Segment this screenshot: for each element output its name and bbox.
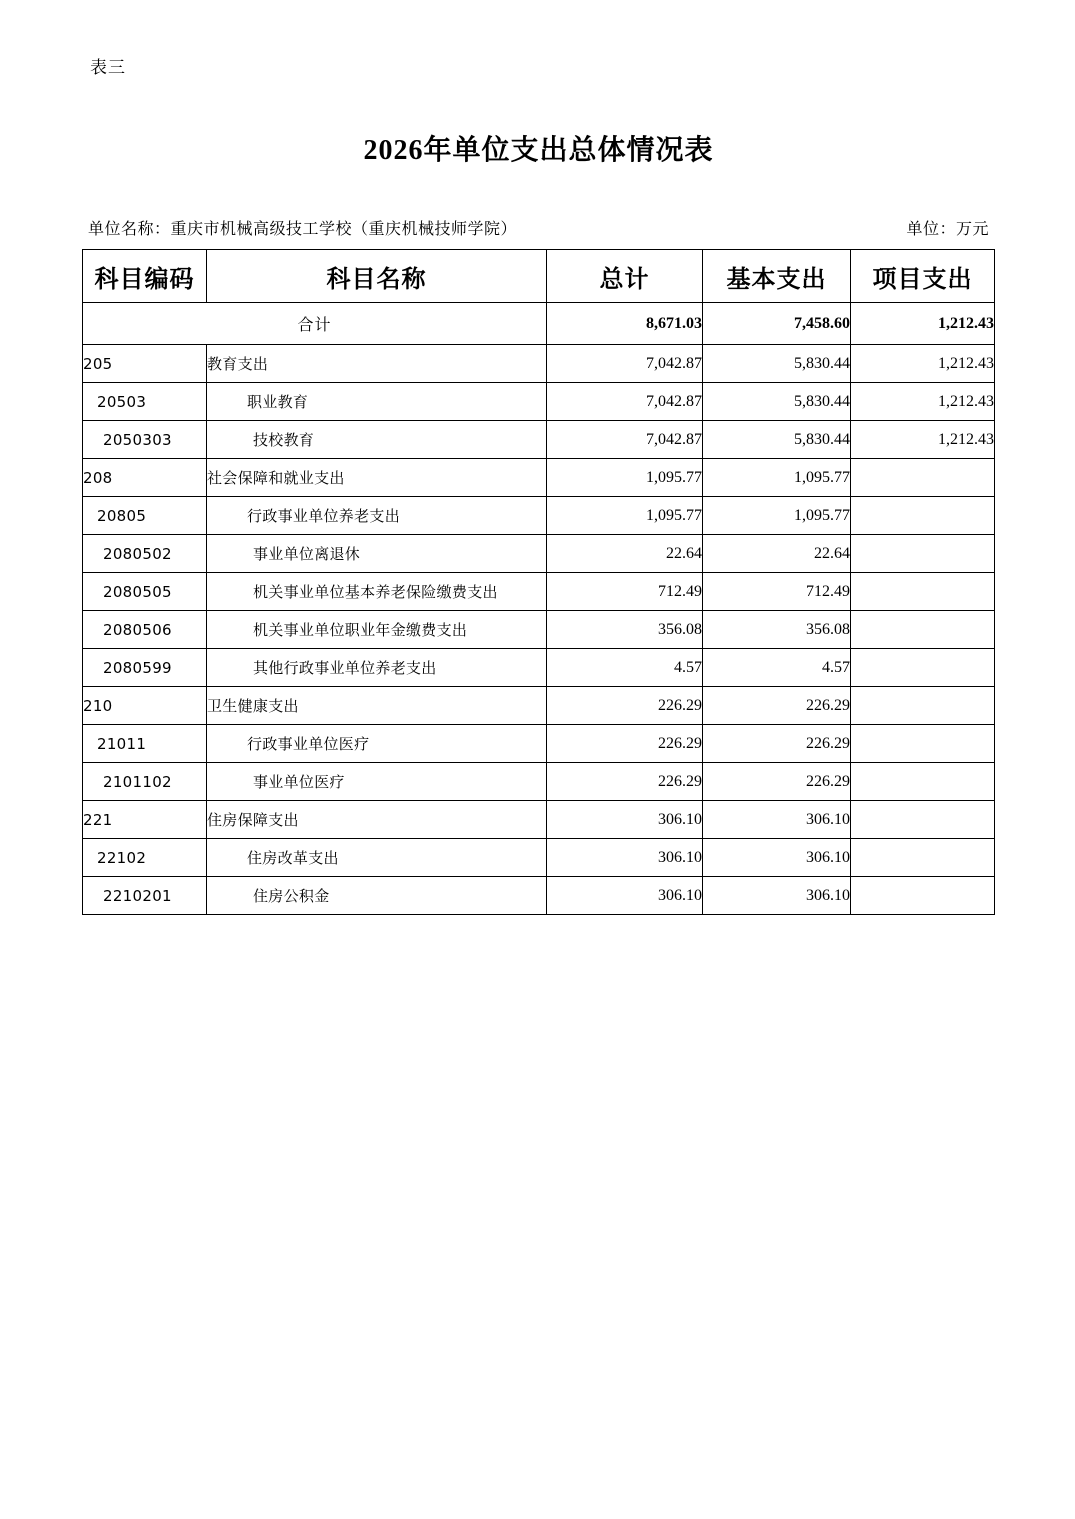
cell-code: 2080506 (83, 611, 207, 649)
column-header-code: 科目编码 (83, 250, 207, 303)
cell-total: 226.29 (547, 687, 703, 725)
table-body (83, 303, 995, 915)
cell-code: 2210201 (83, 877, 207, 915)
meta-row (82, 216, 995, 239)
cell-total: 1,095.77 (547, 459, 703, 497)
cell-basic: 22.64 (703, 535, 851, 573)
cell-basic: 306.10 (703, 801, 851, 839)
cell-name: 事业单位离退休 (207, 535, 547, 573)
expenditure-table (82, 249, 995, 915)
table-header-row (83, 250, 995, 303)
cell-code: 2050303 (83, 421, 207, 459)
cell-basic: 5,830.44 (703, 383, 851, 421)
cell-code: 2080502 (83, 535, 207, 573)
cell-name: 卫生健康支出 (207, 687, 547, 725)
cell-project: 1,212.43 (851, 345, 995, 383)
table-row (83, 877, 995, 915)
unit-name-label: 单位名称： (88, 219, 171, 238)
cell-total: 306.10 (547, 839, 703, 877)
table-header (83, 250, 995, 303)
cell-code: 22102 (83, 839, 207, 877)
cell-basic: 356.08 (703, 611, 851, 649)
cell-basic: 226.29 (703, 763, 851, 801)
table-row (83, 497, 995, 535)
cell-basic: 712.49 (703, 573, 851, 611)
table-row (83, 801, 995, 839)
cell-code: 221 (83, 801, 207, 839)
cell-name: 住房保障支出 (207, 801, 547, 839)
total-row-project: 1,212.43 (851, 303, 995, 345)
cell-project (851, 763, 995, 801)
cell-project (851, 649, 995, 687)
total-row-label: 合计 (83, 303, 547, 345)
unit-measure: 单位：万元 (906, 219, 989, 238)
cell-project (851, 877, 995, 915)
cell-basic: 1,095.77 (703, 497, 851, 535)
cell-total: 7,042.87 (547, 383, 703, 421)
cell-code: 21011 (83, 725, 207, 763)
table-row (83, 763, 995, 801)
column-header-total: 总计 (547, 250, 703, 303)
cell-name: 行政事业单位养老支出 (207, 497, 547, 535)
column-header-basic: 基本支出 (703, 250, 851, 303)
cell-name: 职业教育 (207, 383, 547, 421)
column-header-name: 科目名称 (207, 250, 547, 303)
cell-code: 2080505 (83, 573, 207, 611)
cell-code: 2101102 (83, 763, 207, 801)
table-row (83, 421, 995, 459)
cell-name: 住房改革支出 (207, 839, 547, 877)
table-row (83, 725, 995, 763)
cell-name: 技校教育 (207, 421, 547, 459)
cell-total: 712.49 (547, 573, 703, 611)
sheet-label: 表三 (90, 58, 126, 78)
cell-total: 306.10 (547, 877, 703, 915)
table-row (83, 687, 995, 725)
unit-name-value: 重庆市机械高级技工学校（重庆机械技师学院） (170, 219, 518, 238)
unit-name-block (88, 216, 517, 239)
cell-project (851, 687, 995, 725)
table-row (83, 535, 995, 573)
cell-code: 2080599 (83, 649, 207, 687)
cell-project (851, 725, 995, 763)
cell-project (851, 839, 995, 877)
cell-project: 1,212.43 (851, 383, 995, 421)
cell-name: 机关事业单位基本养老保险缴费支出 (207, 573, 547, 611)
cell-code: 210 (83, 687, 207, 725)
total-row-basic: 7,458.60 (703, 303, 851, 345)
table-row (83, 649, 995, 687)
cell-basic: 306.10 (703, 877, 851, 915)
cell-total: 306.10 (547, 801, 703, 839)
column-header-project: 项目支出 (851, 250, 995, 303)
table-row (83, 345, 995, 383)
cell-name: 教育支出 (207, 345, 547, 383)
table-row (83, 573, 995, 611)
cell-code: 20503 (83, 383, 207, 421)
cell-total: 22.64 (547, 535, 703, 573)
cell-project (851, 497, 995, 535)
cell-total: 4.57 (547, 649, 703, 687)
cell-total: 226.29 (547, 763, 703, 801)
cell-basic: 226.29 (703, 725, 851, 763)
table-row (83, 611, 995, 649)
cell-basic: 226.29 (703, 687, 851, 725)
table-row (83, 459, 995, 497)
cell-project (851, 573, 995, 611)
cell-name: 事业单位医疗 (207, 763, 547, 801)
cell-project (851, 535, 995, 573)
cell-name: 其他行政事业单位养老支出 (207, 649, 547, 687)
cell-basic: 1,095.77 (703, 459, 851, 497)
cell-basic: 5,830.44 (703, 345, 851, 383)
cell-basic: 306.10 (703, 839, 851, 877)
cell-name: 机关事业单位职业年金缴费支出 (207, 611, 547, 649)
cell-name: 社会保障和就业支出 (207, 459, 547, 497)
cell-total: 1,095.77 (547, 497, 703, 535)
total-row-total: 8,671.03 (547, 303, 703, 345)
page-title: 2026年单位支出总体情况表 (363, 135, 714, 166)
table-row (83, 383, 995, 421)
cell-code: 205 (83, 345, 207, 383)
cell-project (851, 459, 995, 497)
cell-total: 226.29 (547, 725, 703, 763)
cell-total: 7,042.87 (547, 345, 703, 383)
cell-name: 行政事业单位医疗 (207, 725, 547, 763)
cell-total: 356.08 (547, 611, 703, 649)
cell-project (851, 611, 995, 649)
cell-code: 20805 (83, 497, 207, 535)
cell-basic: 4.57 (703, 649, 851, 687)
cell-project: 1,212.43 (851, 421, 995, 459)
cell-code: 208 (83, 459, 207, 497)
table-row (83, 839, 995, 877)
total-row (83, 303, 995, 345)
cell-project (851, 801, 995, 839)
cell-name: 住房公积金 (207, 877, 547, 915)
cell-total: 7,042.87 (547, 421, 703, 459)
cell-basic: 5,830.44 (703, 421, 851, 459)
